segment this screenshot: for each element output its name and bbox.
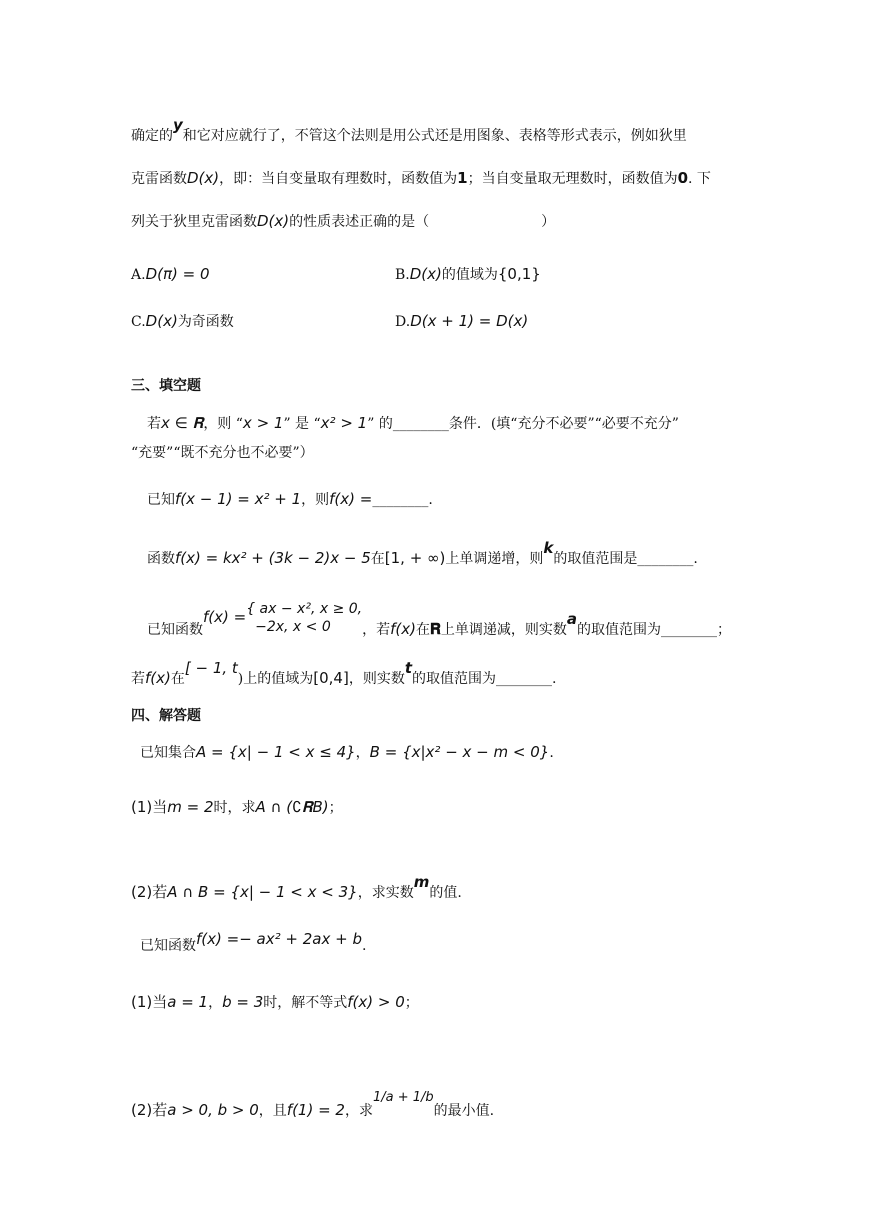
text: 已知函数 <box>147 622 203 638</box>
part-label: (1)当 <box>131 798 168 816</box>
piecewise-definition <box>246 600 362 636</box>
text: 的取值范围为________. <box>412 671 557 687</box>
text: 的值. <box>429 885 462 901</box>
text: 在 <box>170 671 185 687</box>
text: )上的值域为 <box>237 671 314 687</box>
math: 𝐑 <box>430 620 441 638</box>
text: 若 <box>131 671 145 687</box>
math: f(x) = <box>203 608 247 626</box>
text: ，即：当自变量取有理数时，函数值为 <box>219 171 458 187</box>
problem-2-statement <box>140 930 367 956</box>
math: f(x − 1) = x² + 1 <box>175 490 302 508</box>
option-c <box>131 311 234 332</box>
math: x ∈ 𝐑 <box>161 414 204 432</box>
math-var-k: k <box>543 539 554 557</box>
text: ，且 <box>258 1103 287 1119</box>
option-math: D(x) <box>409 265 442 283</box>
math: m = 2 <box>167 798 214 816</box>
question-1-line-1 <box>147 413 679 434</box>
text: ； <box>328 800 343 816</box>
problem-1-part-2 <box>131 873 462 903</box>
question-3 <box>147 539 698 569</box>
answer-blank: ________. <box>372 492 433 508</box>
math-one: 1 <box>457 169 468 187</box>
option-math: {0,1} <box>497 265 541 283</box>
text: 的取值范围为________； <box>576 622 731 638</box>
math-fraction-sum: 1/a + 1/b <box>372 1090 434 1105</box>
text: ； <box>404 995 419 1011</box>
question-2 <box>147 489 433 510</box>
text: 已知函数 <box>140 938 196 954</box>
problem-1-part-1 <box>131 797 343 818</box>
math-zero: 0 <box>677 169 689 187</box>
math: B = {x|x² − x − m < 0} <box>369 743 550 761</box>
math-var-y: y <box>173 116 183 134</box>
math: f(x) <box>390 620 417 638</box>
math-var-t: t <box>404 659 412 677</box>
math-var-a: a <box>566 610 577 628</box>
problem-2-part-2 <box>131 1090 495 1122</box>
text: 上单调递增，则 <box>445 551 544 567</box>
text: ，则 “ <box>203 416 243 432</box>
text: ” 是 “ <box>283 416 321 432</box>
math: [1, + ∞) <box>384 549 446 567</box>
math: [ − 1, t <box>184 659 238 677</box>
text: 列关于狄里克雷函数 <box>131 214 257 230</box>
text: 的性质表述正确的是（ ） <box>289 214 556 230</box>
text: 的取值范围是________. <box>553 551 698 567</box>
math: f(x) =− ax² + 2ax + b <box>196 930 362 948</box>
intro-line-2 <box>131 168 711 189</box>
option-math: D(x + 1) = D(x) <box>410 312 529 330</box>
option-label: A. <box>131 267 146 283</box>
option-a <box>131 264 210 285</box>
section-heading-answer: 四、解答题 <box>131 708 201 724</box>
text: . <box>549 745 554 761</box>
option-d <box>395 311 528 332</box>
math: A ∩ B = {x| − 1 < x < 3} <box>167 883 358 901</box>
option-math: D(π) = 0 <box>145 265 210 283</box>
text: 和它对应就行了，不管这个法则是用公式还是用图象、表格等形式表示，例如狄里 <box>182 128 687 144</box>
math: a = 1 <box>167 993 209 1011</box>
math: b = 3 <box>222 993 264 1011</box>
math: [0,4] <box>313 669 349 687</box>
math: x² > 1 <box>320 414 368 432</box>
text: 的值域为 <box>441 267 498 283</box>
section-heading-fill-in: 三、填空题 <box>131 378 201 394</box>
option-b <box>395 264 541 285</box>
text: “充要”“既不充分也不必要”） <box>131 445 314 461</box>
text: 若 <box>147 416 161 432</box>
question-4-line-1 <box>147 601 731 648</box>
part-label: (2)若 <box>131 1101 168 1119</box>
math: x > 1 <box>242 414 284 432</box>
text: ，求 <box>344 1103 373 1119</box>
math: f(x) = <box>329 490 373 508</box>
text: ， <box>208 995 223 1011</box>
math: A ∩ (∁𝐑B) <box>255 798 329 816</box>
text: ” 的________条件．(填“充分不必要”“必要不充分” <box>367 416 679 432</box>
option-math: D(x) <box>145 312 178 330</box>
problem-1-statement <box>140 742 554 763</box>
math-dirichlet: D(x) <box>187 169 220 187</box>
text: 确定的 <box>131 128 173 144</box>
text: 已知集合 <box>140 745 196 761</box>
option-label: C. <box>131 314 146 330</box>
text: ，则实数 <box>348 671 405 687</box>
piecewise-case-2: −2x, x < 0 <box>246 619 331 635</box>
option-label: B. <box>395 267 410 283</box>
math-dirichlet: D(x) <box>257 212 290 230</box>
text: 在 <box>370 551 385 567</box>
text: ，若 <box>362 622 391 638</box>
text: ， <box>355 745 370 761</box>
part-label: (1)当 <box>131 993 168 1011</box>
math: f(x) = kx² + (3k − 2)x − 5 <box>175 549 371 567</box>
question-4-line-2 <box>131 659 557 689</box>
text: 在 <box>416 622 431 638</box>
problem-2-part-1 <box>131 992 419 1013</box>
text: 克雷函数 <box>131 171 187 187</box>
text: 已知 <box>147 492 175 508</box>
text: . <box>361 938 367 954</box>
text: ，则 <box>301 492 330 508</box>
text: ；当自变量取无理数时，函数值为 <box>467 171 678 187</box>
text: 时，求 <box>213 800 256 816</box>
math: f(x) <box>145 669 171 687</box>
text: 的最小值. <box>433 1103 495 1119</box>
piecewise-case-1: { ax − x², x ≥ 0, <box>246 601 363 617</box>
text: 上单调递减，则实数 <box>440 622 567 638</box>
question-1-line-2 <box>131 443 314 463</box>
text: . 下 <box>688 171 711 187</box>
text: 为奇函数 <box>177 314 234 330</box>
math: f(x) > 0 <box>347 993 405 1011</box>
text: ，求实数 <box>357 885 414 901</box>
option-label: D. <box>395 314 411 330</box>
part-label: (2)若 <box>131 883 168 901</box>
math: f(1) = 2 <box>286 1101 345 1119</box>
text: 函数 <box>147 551 175 567</box>
intro-line-3 <box>131 211 555 232</box>
math-var-m: m <box>413 873 430 891</box>
math: A = {x| − 1 < x ≤ 4} <box>196 743 356 761</box>
math: a > 0, b > 0 <box>167 1101 259 1119</box>
text: 时，解不等式 <box>263 995 348 1011</box>
intro-line-1 <box>131 116 687 146</box>
